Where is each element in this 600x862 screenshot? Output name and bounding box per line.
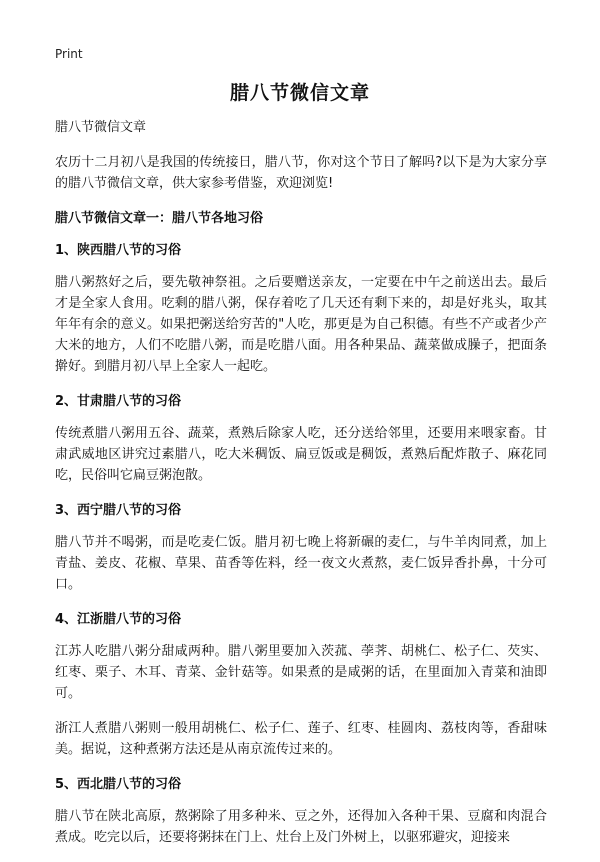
section-paragraph: 江苏人吃腊八粥分甜咸两种。腊八粥里要加入茨菰、荸荠、胡桃仁、松子仁、芡实、红枣、栗子、木耳、青菜、金针菇等。如果煮的是咸粥的话，在里面加入青菜和油即可。 bbox=[55, 644, 547, 701]
section-heading: 4、江浙腊八节的习俗 bbox=[55, 612, 182, 627]
section-heading: 3、西宁腊八节的习俗 bbox=[55, 503, 182, 518]
section-paragraph: 腊八节并不喝粥，而是吃麦仁饭。腊月初七晚上将新碾的麦仁，与牛羊肉同煮，加上青盐、姜皮、花椒、草果、苗香等佐料，经一夜文火煮熬，麦仁饭异香扑鼻，十分可口。 bbox=[55, 535, 547, 592]
section-paragraph: 腊八粥熬好之后，要先敬神祭祖。之后要赠送亲友，一定要在中午之前送出去。最后才是全家人食用。吃剩的腊八粥，保存着吃了几天还有剩下来的，却是好兆头，取其年年有余的意义。如果把粥送给穷苦的"人吃，那更是为自己积德。有些不产或者少产大米的地方，人们不吃腊八粥，而是吃腊八面。用各种果品、蔬菜做成臊子，把面条擀好。到腊月初八早上全家人一起吃。 bbox=[55, 275, 547, 374]
section-heading: 5、西北腊八节的习俗 bbox=[55, 777, 182, 792]
print-link[interactable]: Print bbox=[55, 47, 83, 61]
intro-paragraph: 农历十二月初八是我国的传统接日，腊八节，你对这个节日了解吗?以下是为大家分享的腊八节微信文章，供大家参考借鉴，欢迎浏览! bbox=[55, 155, 547, 191]
section-paragraph: 传统煮腊八粥用五谷、蔬菜，煮熟后除家人吃，还分送给邻里，还要用来喂家畜。甘肃武威地区讲究过素腊八，吃大米稠饭、扁豆饭或是稠饭，煮熟后配炸散子、麻花同吃，民俗叫它扁豆粥泡散。 bbox=[55, 426, 547, 483]
section-paragraph: 浙江人煮腊八粥则一般用胡桃仁、松子仁、莲子、红枣、桂圆肉、荔枝肉等，香甜味美。据说，这种煮粥方法还是从南京流传过来的。 bbox=[55, 721, 547, 757]
section-heading: 2、甘肃腊八节的习俗 bbox=[55, 394, 182, 409]
section-heading: 1、陕西腊八节的习俗 bbox=[55, 243, 182, 258]
page-title: 腊八节微信文章 bbox=[229, 82, 370, 104]
section-paragraph: 腊八节在陕北高原，熬粥除了用多种米、豆之外，还得加入各种干果、豆腐和肉混合煮成。吃完以后，还要将粥抹在门上、灶台上及门外树上，以驱邪避灾，迎接来 bbox=[55, 809, 547, 845]
subtitle: 腊八节微信文章 bbox=[55, 120, 147, 135]
article-body bbox=[55, 117, 547, 862]
article-heading: 腊八节微信文章一：腊八节各地习俗 bbox=[55, 211, 264, 226]
